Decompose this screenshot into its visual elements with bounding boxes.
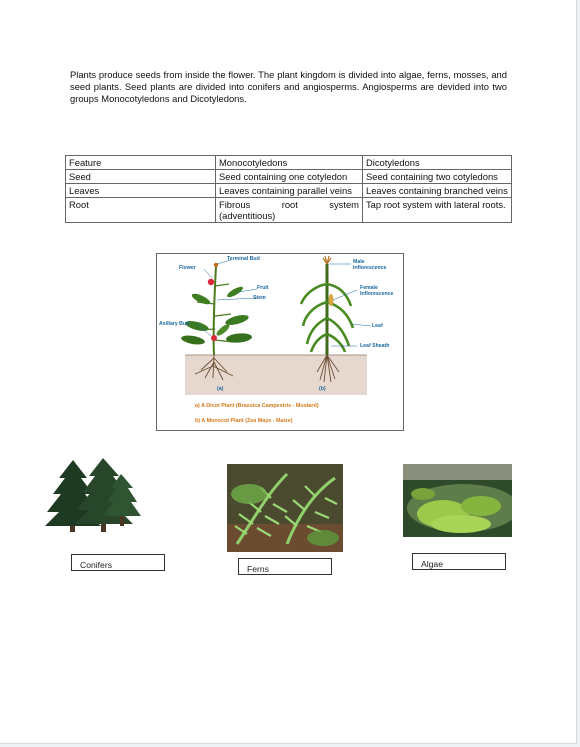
dicot-monocot-diagram bbox=[156, 253, 404, 431]
caption-dicot: a) A Dicot Plant (Brassica Campestris - Mustard) bbox=[195, 403, 319, 409]
label-axillary-bud: Axillary Bud bbox=[159, 321, 190, 327]
label-leaf: Leaf bbox=[372, 323, 383, 329]
table-cell: Tap root system with lateral roots. bbox=[363, 198, 512, 223]
conifer-trees-image bbox=[37, 456, 151, 534]
table-header-row bbox=[66, 156, 512, 170]
label-flower: Flower bbox=[179, 265, 196, 271]
label-panel-b: (b) bbox=[319, 386, 326, 392]
label-panel-a: (a) bbox=[217, 386, 224, 392]
label-box-ferns bbox=[238, 558, 332, 575]
label-box-algae bbox=[412, 553, 506, 570]
intro-paragraph: Plants produce seeds from inside the flower. The plant kingdom is divided into algae, ferns, mosses, and seed plants. Seed plants are divided into conifers and angiosperms. Angiosperms are devided into two groups Monocotyledons and Dicotyledons. bbox=[70, 69, 507, 104]
table-header-cell: Feature bbox=[66, 156, 216, 170]
table-cell: Seed bbox=[66, 170, 216, 184]
table-row bbox=[66, 170, 512, 184]
table-cell: Seed containing two cotyledons bbox=[363, 170, 512, 184]
table-cell: Leaves containing parallel veins bbox=[216, 184, 363, 198]
table-cell: Root bbox=[66, 198, 216, 223]
table-cell: Leaves bbox=[66, 184, 216, 198]
table-row bbox=[66, 184, 512, 198]
label-stem: Stem bbox=[253, 295, 266, 301]
table-cell: Fibrous root system (adventitious) bbox=[216, 198, 363, 223]
label-female-inflorescence: Female Inflorescence bbox=[360, 285, 394, 297]
algae-pond-image bbox=[403, 464, 512, 537]
comparison-table bbox=[65, 155, 512, 223]
label-box-conifers bbox=[71, 554, 165, 571]
soil-band bbox=[185, 355, 367, 395]
label-conifers: Conifers bbox=[80, 560, 112, 570]
fern-image bbox=[227, 464, 343, 552]
label-algae: Algae bbox=[421, 559, 443, 569]
table-header-cell: Monocotyledons bbox=[216, 156, 363, 170]
table-row bbox=[66, 198, 512, 223]
label-leaf-sheath: Leaf Sheath bbox=[360, 343, 390, 349]
caption-monocot: b) A Monocot Plant (Zea Mays - Maize) bbox=[195, 418, 293, 424]
label-fruit: Fruit bbox=[257, 285, 269, 291]
label-ferns: Ferns bbox=[247, 564, 269, 574]
table-header-cell: Dicotyledons bbox=[363, 156, 512, 170]
label-terminal-bud: Terminal Bud bbox=[227, 256, 260, 262]
table-cell: Seed containing one cotyledon bbox=[216, 170, 363, 184]
label-male-inflorescence: Male Inflorescence bbox=[353, 259, 387, 271]
table-cell: Leaves containing branched veins bbox=[363, 184, 512, 198]
